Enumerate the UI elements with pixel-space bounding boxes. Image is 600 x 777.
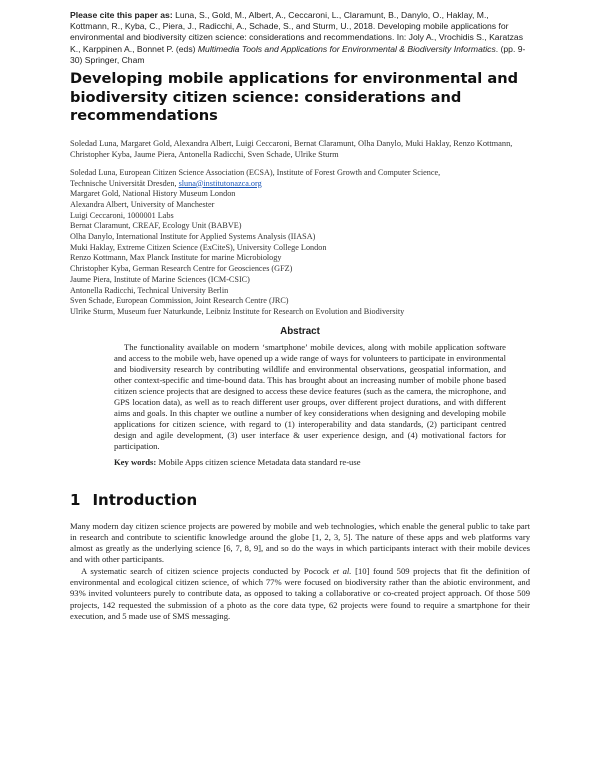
abstract-heading: Abstract bbox=[280, 325, 320, 337]
section-number: 1 bbox=[70, 490, 81, 509]
intro-paragraph-1: Many modern day citizen science projects are powered by mobile and web technologies, which enable the general public to take part in research and contribute to scientific knowledge around the globe [1, 2, 3, 5]. The nature of these apps and web platforms vary almost as greatly as the underlying science [6, 7, 8, 9], and so do the ways in which participants interact with their mobile devices and with other participants. bbox=[70, 520, 530, 565]
keywords-label: Key words: bbox=[114, 456, 157, 467]
citation-text: Luna, S., Gold, M., Albert, A., Ceccaroni, L., Claramunt, B., Danylo, O., Haklay, M., Kottmann, R., Kyba, C., Piera, J., Radicchi, A., Schade, S., and Sturm, U., 2018. Developing mobile applications for environmental and biodiversity citizen science: considerations and recommendations. In: Joly A., Vrochidis S., Karatzas K., Karppinen A., Bonnet P. (eds) bbox=[70, 10, 523, 54]
affiliation-first: Soledad Luna, European Citizen Science Association (ECSA), Institute of Forest Growth and Computer Science, bbox=[70, 167, 441, 177]
intro-p2-etal: et al. bbox=[332, 565, 352, 576]
intro-p2-rest: [10] found 509 projects that fit the definition of environmental and ecological citizen science, of which 77% were focused on biodiversity rather than the abiotic environment, and 93% invited volunteers purely to contribute data, as opposed to taking a collaborative or co-created project approach. Of those 509 projects, 142 requested the submission of a photo as the core data type, 62 projects were found to require a smartphone for their execution, and 5 made use of SMS messaging. bbox=[70, 565, 531, 621]
affiliation-item: Christopher Kyba, German Research Centre for Geosciences (GFZ) bbox=[70, 264, 293, 274]
author-list: Soledad Luna, Margaret Gold, Alexandra Albert, Luigi Ceccaroni, Bernat Claramunt, Olha Danylo, Muki Haklay, Renzo Kottmann, Christopher Kyba, Jaume Piera, Antonella Radicchi, Sven Schade, Ulrike Sturm bbox=[70, 138, 513, 159]
affiliation-item: Ulrike Sturm, Museum fuer Naturkunde, Leibniz Institute for Research on Evolution and Biodiversity bbox=[70, 306, 405, 316]
citation-block bbox=[70, 10, 530, 66]
keywords bbox=[114, 457, 506, 468]
citation-label: Please cite this paper as: bbox=[70, 10, 173, 20]
affiliation-item: Luigi Ceccaroni, 1000001 Labs bbox=[70, 210, 174, 220]
affiliation-item: Bernat Claramunt, CREAF, Ecology Unit (BABVE) bbox=[70, 221, 242, 231]
intro-paragraph-2 bbox=[70, 566, 530, 622]
affiliation-second-text: Technische Universität Dresden, bbox=[70, 178, 179, 188]
intro-p2-start: A systematic search of citizen science projects conducted by Pocock bbox=[81, 565, 333, 576]
affiliation-item: Sven Schade, European Commission, Joint Research Centre (JRC) bbox=[70, 296, 289, 306]
affiliation-item: Olha Danylo, International Institute for Applied Systems Analysis (IIASA) bbox=[70, 232, 316, 242]
citation-book: Multimedia Tools and Applications for Environmental & Biodiversity Informatics bbox=[197, 43, 496, 54]
affiliation-list bbox=[70, 168, 530, 318]
citation-tail: . (pp. 9-30) Springer, Cham bbox=[70, 43, 526, 65]
abstract-text: The functionality available on modern ‘smartphone’ mobile devices, along with mobile application software and access to the mobile web, have opened up a wide range of ways for volunteers to participate in environmental and biodiversity research by contributing wildlife and environmental observations, geospatial information, and other context-specific and time-bound data. This has brought about an increasing number of mobile phone based citizen science projects that are designed to access these device features (such as the camera, the microphone, and GPS location data), as well as to reach different user groups, over different project durations, and with different aims and goals. In this chapter we outline a number of key considerations when designing and developing mobile applications for citizen science, with regard to (1) interoperability and data standards, (2) participant centred design and agile development, (3) user interface & user experience design, and (4) motivational factors for participation. bbox=[114, 341, 506, 452]
affiliation-item: Muki Haklay, Extreme Citizen Science (ExCiteS), University College London bbox=[70, 242, 327, 252]
affiliation-item: Renzo Kottmann, Max Planck Institute for marine Microbiology bbox=[70, 253, 282, 263]
section-title: Introduction bbox=[92, 490, 198, 509]
affiliation-item: Alexandra Albert, University of Manchester bbox=[70, 199, 215, 209]
affiliation-item: Margaret Gold, National History Museum London bbox=[70, 189, 236, 199]
section-heading bbox=[70, 491, 530, 509]
email-link[interactable]: sluna@institutonazca.org bbox=[178, 178, 262, 188]
affiliation-second bbox=[70, 179, 530, 190]
keywords-text: Mobile Apps citizen science Metadata data standard re-use bbox=[156, 456, 361, 467]
affiliation-item: Antonella Radicchi, Technical University Berlin bbox=[70, 285, 229, 295]
paper-title: Developing mobile applications for environmental and biodiversity citizen science: considerations and recommendations bbox=[70, 70, 519, 125]
affiliation-item: Jaume Piera, Institute of Marine Sciences (ICM-CSIC) bbox=[70, 274, 250, 284]
